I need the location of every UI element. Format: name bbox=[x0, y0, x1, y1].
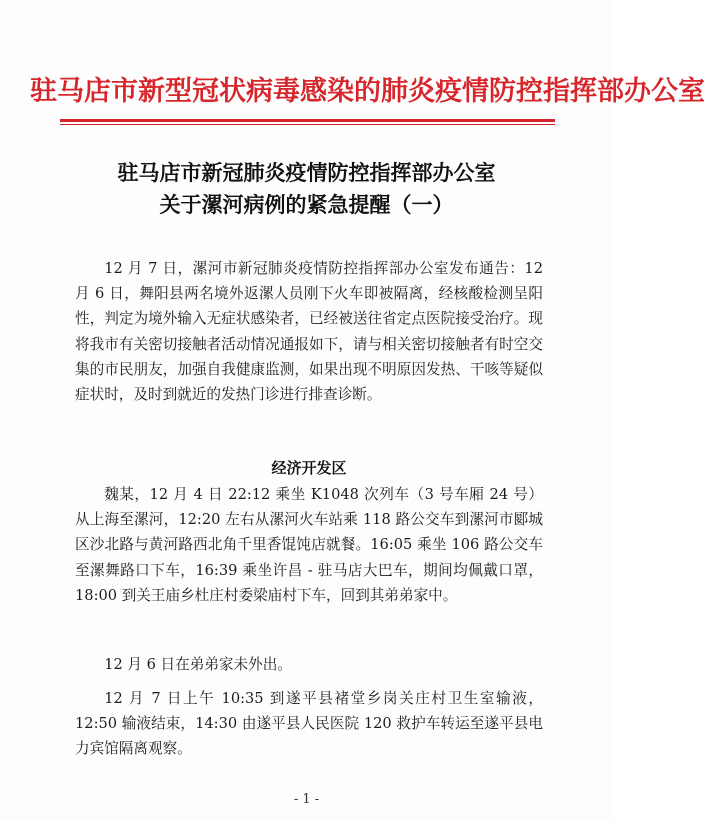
case-paragraph-block bbox=[75, 482, 543, 608]
header-divider-thick bbox=[60, 119, 555, 122]
header-divider-thin bbox=[60, 124, 555, 125]
page-number: - 1 - bbox=[293, 792, 320, 807]
dec6-paragraph-block bbox=[75, 652, 543, 677]
intro-paragraph: 12 月 7 日，漯河市新冠肺炎疫情防控指挥部办公室发布通告：12 月 6 日，舞阳县两名境外返漯人员刚下火车即被隔离，经核酸检测呈阳性，判定为境外输入无症状感染者，已经被送往省定点医院接受治疗。现将我市有关密切接触者活动情况通报如下，请与相关密切接触者有时空交集的市民朋友，加强自我健康监测，如果出现不明原因发热、干咳等疑似症状时，及时到就近的发热门诊进行排查诊断。 bbox=[75, 260, 543, 404]
document-title-line-2: 关于漯河病例的紧急提醒（一） bbox=[159, 192, 454, 217]
document-title-line-1: 驻马店市新冠肺炎疫情防控指挥部办公室 bbox=[117, 160, 496, 185]
issuing-office-header: 驻马店市新型冠状病毒感染的肺炎疫情防控指挥部办公室 bbox=[30, 76, 705, 107]
dec6-paragraph: 12 月 6 日在弟弟家未外出。 bbox=[104, 656, 292, 673]
dec7-paragraph-block bbox=[75, 686, 543, 762]
dec7-paragraph: 12 月 7 日上午 10:35 到遂平县褚堂乡岗关庄村卫生室输液，12:50 输液结束，14:30 由遂平县人民医院 120 救护车转运至遂平县电力宾馆隔离观察。 bbox=[75, 690, 543, 758]
section-heading: 经济开发区 bbox=[271, 459, 347, 477]
intro-paragraph-block bbox=[75, 256, 543, 407]
case-activity-paragraph: 魏某，12 月 4 日 22:12 乘坐 K1048 次列车（3 号车厢 24 号）从上海至漯河，12:20 左右从漯河火车站乘 118 路公交车到漯河市郾城区沙北路与黄河路西北角千里香馄饨店就餐。16:05 乘坐 106 路公交车至漯舞路口下车，16:39 乘坐许昌 - 驻马店大巴车，期间均佩戴口罩，18:00 到关王庙乡杜庄村委梁庙村下车，回到其弟弟家中。 bbox=[75, 486, 543, 604]
